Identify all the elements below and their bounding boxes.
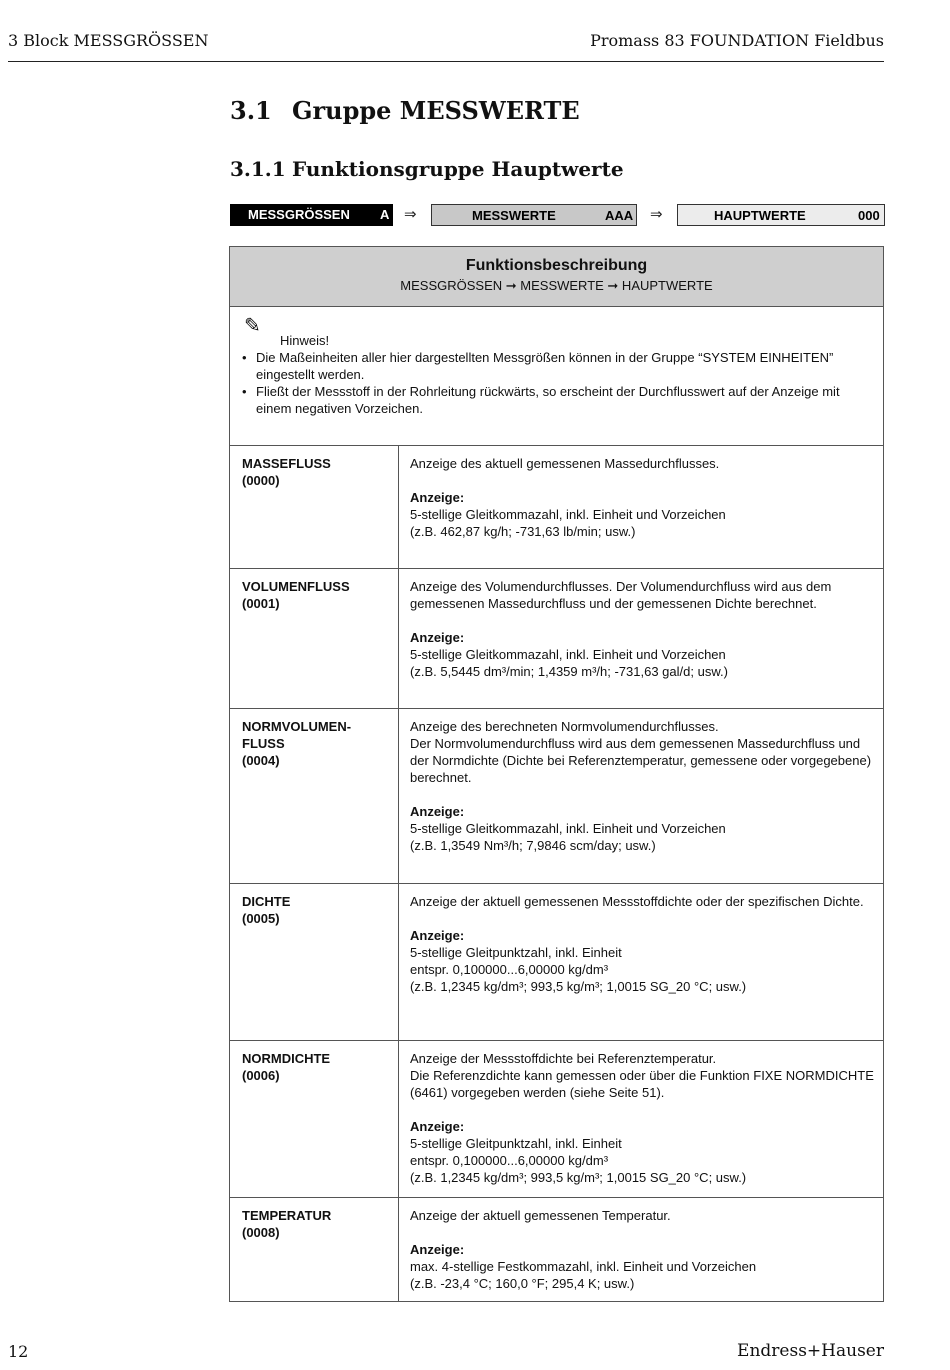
table-row bbox=[230, 1040, 883, 1198]
nav-block-label: MESSGRÖSSEN bbox=[248, 207, 350, 222]
section-title: Gruppe MESSWERTE bbox=[292, 96, 580, 125]
function-name: VOLUMENFLUSS (0001) bbox=[242, 579, 350, 611]
section-number: 3.1 bbox=[230, 96, 272, 125]
header-chapter: 3 Block MESSGRÖSSEN bbox=[8, 31, 209, 50]
table-title: Funktionsbeschreibung bbox=[465, 257, 648, 274]
nav-block-code: A bbox=[380, 207, 390, 222]
table-header bbox=[230, 247, 883, 307]
nav-arrow-icon: ⇒ bbox=[404, 206, 417, 223]
function-name: MASSEFLUSS (0000) bbox=[242, 456, 331, 488]
function-name: NORMDICHTE (0006) bbox=[242, 1051, 331, 1083]
function-description: Anzeige des aktuell gemessenen Massedurchflusses. Anzeige: 5-stellige Gleitkommazahl, inkl. Einheit und Vorzeichen (z.B. 462,87 kg/h; -731,63 lb/min; usw.) bbox=[410, 456, 726, 539]
nav-group-label: MESSWERTE bbox=[472, 208, 556, 223]
table-row bbox=[230, 445, 883, 569]
function-name: TEMPERATUR (0008) bbox=[242, 1208, 332, 1240]
function-description: Anzeige der Messstoffdichte bei Referenztemperatur. Die Referenzdichte kann gemessen oder über die Funktion FIXE NORMDICHTE (6461) vorgegeben werden (siehe Seite 51). Anzeige: 5-stellige Gleitpunktzahl, inkl. Einheit entspr. 0,100000...6,00000 kg/dm³ (z.B. 1,2345 kg/dm³; 993,5 kg/m³; 1,0015 SG_20 °C; usw.) bbox=[410, 1051, 874, 1185]
page-header bbox=[8, 31, 884, 62]
nav-group-code: AAA bbox=[605, 208, 634, 223]
table-path: MESSGRÖSSEN ➞ MESSWERTE ➞ HAUPTWERTE bbox=[400, 278, 713, 293]
section-heading bbox=[230, 96, 580, 125]
note-list bbox=[242, 349, 872, 417]
table-row bbox=[230, 883, 883, 1041]
nav-group-box bbox=[431, 204, 637, 226]
function-table bbox=[229, 246, 884, 1302]
function-description: Anzeige der aktuell gemessenen Temperatur. Anzeige: max. 4-stellige Festkommazahl, inkl. Einheit und Vorzeichen (z.B. -23,4 °C; 160,0 °F; 295,4 K; usw.) bbox=[410, 1208, 757, 1291]
nav-funcgroup-label: HAUPTWERTE bbox=[714, 208, 806, 223]
nav-block-box bbox=[230, 204, 393, 226]
nav-funcgroup-box bbox=[677, 204, 885, 226]
note-item: • Die Maßeinheiten aller hier dargestellten Messgrößen können in der Gruppe “SYSTEM EINHEITEN” eingestellt werden. bbox=[242, 349, 872, 383]
note-title: Hinweis! bbox=[280, 333, 330, 348]
note-box bbox=[230, 306, 883, 446]
function-description: Anzeige des berechneten Normvolumendurchflusses. Der Normvolumendurchfluss wird aus dem gemessenen Massedurchfluss und der Normdichte (Dichte bei Referenztemperatur, gemessene oder vorgegebene) berechnet. Anzeige: 5-stellige Gleitkommazahl, inkl. Einheit und Vorzeichen (z.B. 1,3549 Nm³/h; 7,9846 scm/day; usw.) bbox=[410, 719, 872, 853]
page-number: 12 bbox=[8, 1342, 29, 1361]
function-description: Anzeige der aktuell gemessenen Messstoffdichte oder der spezifischen Dichte. Anzeige: 5-stellige Gleitpunktzahl, inkl. Einheit entspr. 0,100000...6,00000 kg/dm³ (z.B. 1,2345 kg/dm³; 993,5 kg/m³; 1,0015 SG_20 °C; usw.) bbox=[410, 894, 864, 994]
brand-logo: Endress+Hauser bbox=[737, 1341, 884, 1361]
table-row bbox=[230, 1197, 883, 1301]
nav-funcgroup-code: 000 bbox=[858, 208, 880, 223]
function-name: NORMVOLUMEN- FLUSS (0004) bbox=[242, 719, 352, 768]
table-row bbox=[230, 568, 883, 709]
function-name: DICHTE (0005) bbox=[242, 894, 291, 926]
table-row bbox=[230, 708, 883, 884]
subsection-number: 3.1.1 bbox=[230, 157, 286, 181]
subsection-title: Funktionsgruppe Hauptwerte bbox=[292, 157, 624, 181]
pencil-icon: ✎ bbox=[244, 315, 261, 337]
note-item: • Fließt der Messstoff in der Rohrleitung rückwärts, so erscheint der Durchflusswert auf der Anzeige mit einem negativen Vorzeichen. bbox=[242, 383, 872, 417]
subsection-heading bbox=[230, 157, 624, 181]
nav-arrow-icon: ⇒ bbox=[650, 206, 663, 223]
function-description: Anzeige des Volumendurchflusses. Der Volumendurchfluss wird aus dem gemessenen Massedurchfluss und der gemessenen Dichte berechnet. Anzeige: 5-stellige Gleitkommazahl, inkl. Einheit und Vorzeichen (z.B. 5,5445 dm³/min; 1,4359 m³/h; -731,63 gal/d; usw.) bbox=[410, 579, 832, 679]
header-product: Promass 83 FOUNDATION Fieldbus bbox=[590, 31, 884, 50]
